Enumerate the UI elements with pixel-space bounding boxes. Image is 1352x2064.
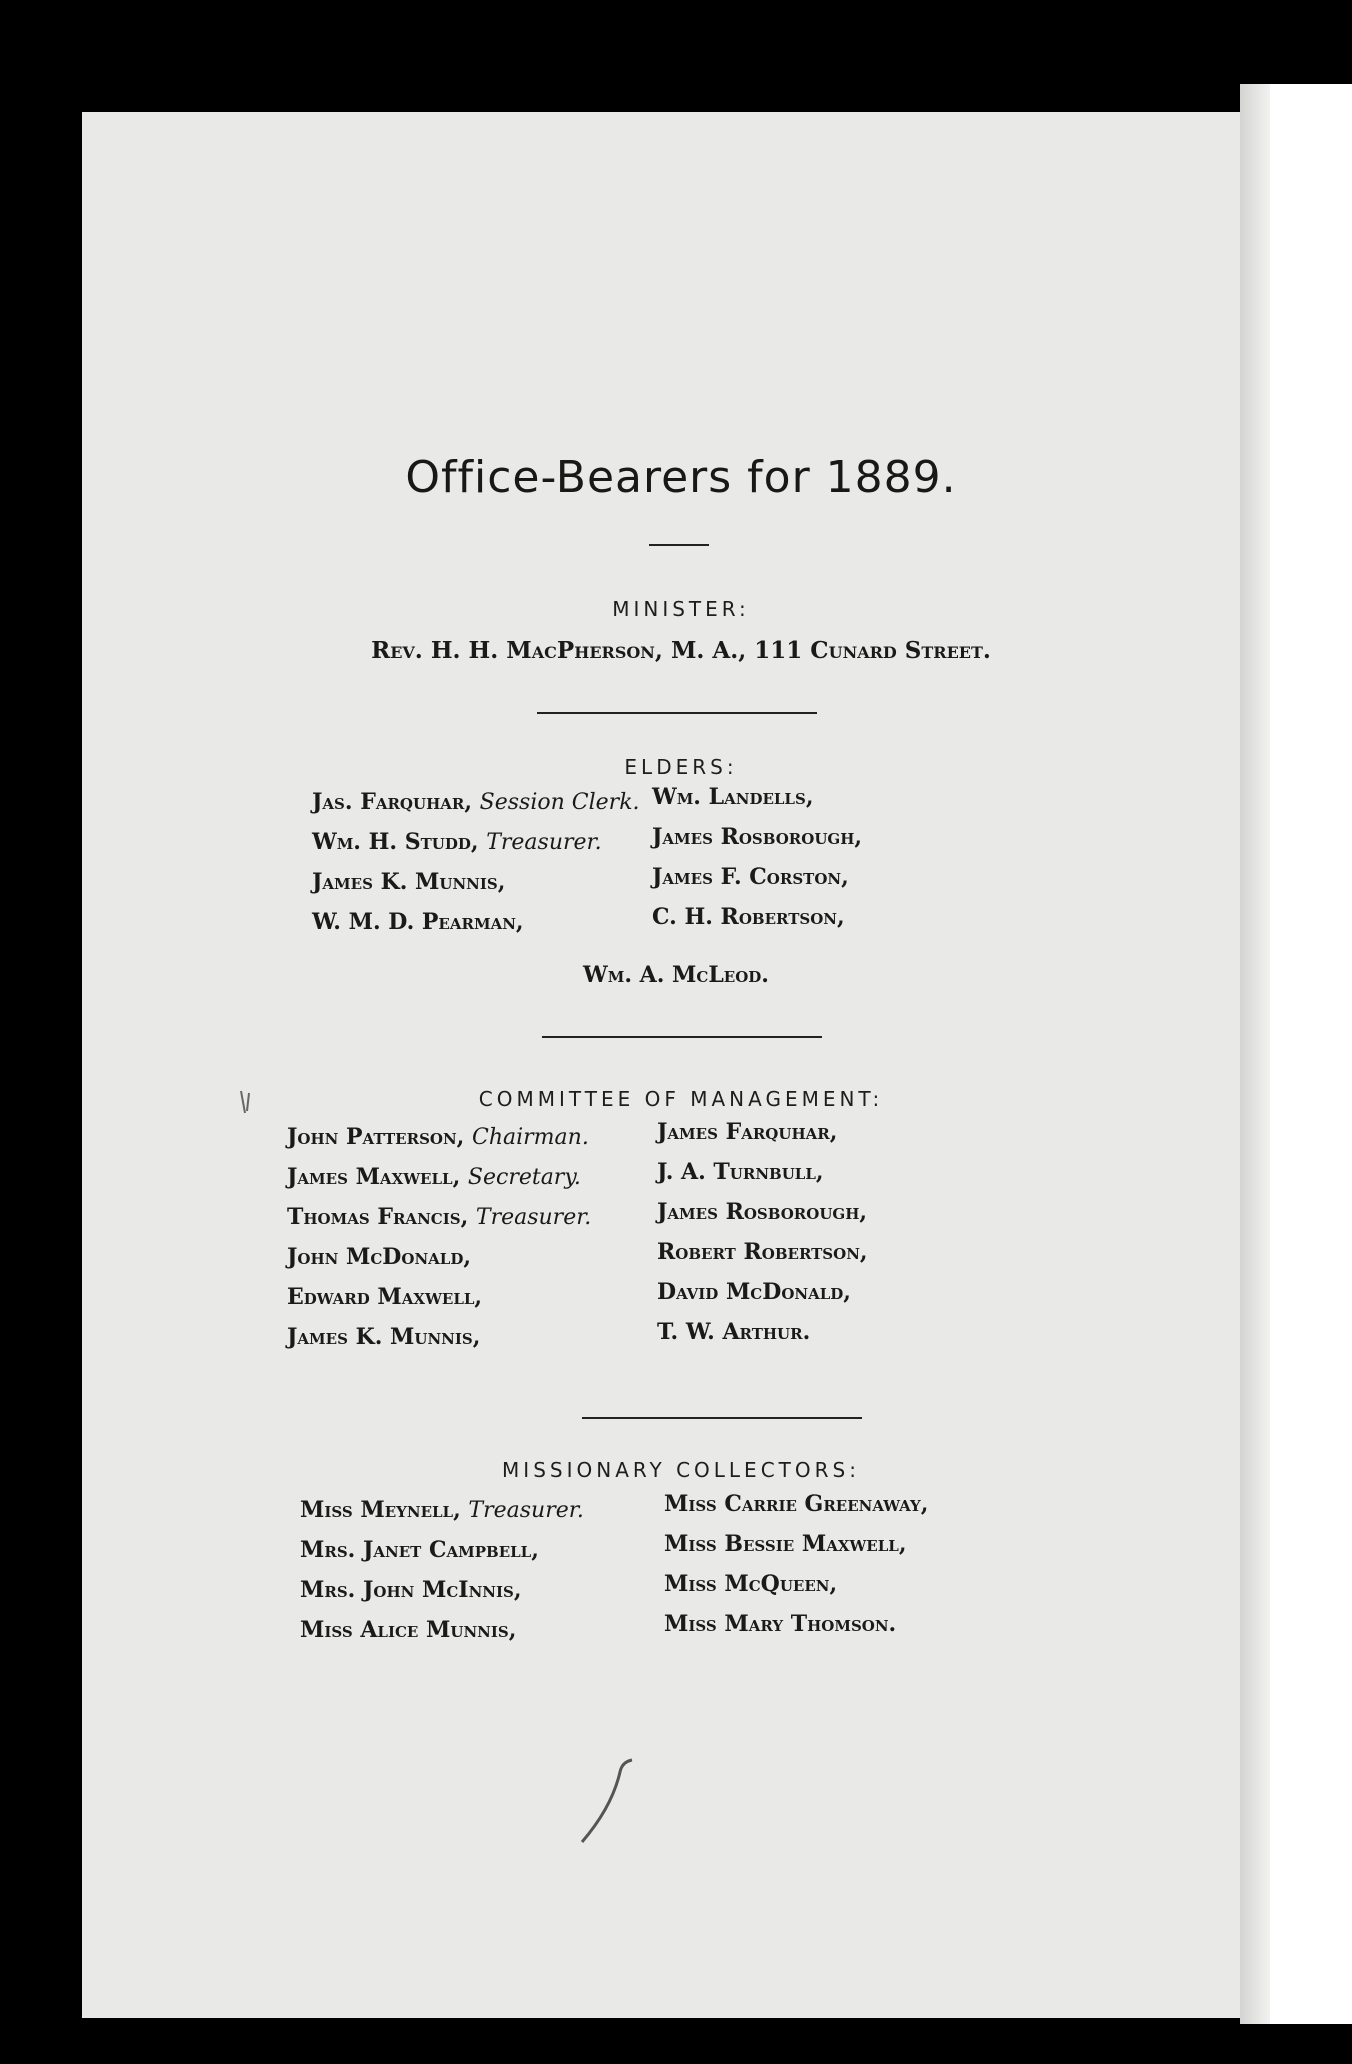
facing-page xyxy=(1270,84,1352,2024)
collectors-left-column xyxy=(300,1490,584,1650)
pen-stroke-mark xyxy=(572,1752,652,1852)
committee-entry: John Patterson, Chairman. xyxy=(287,1124,589,1150)
committee-entry: Robert Robertson, xyxy=(657,1239,868,1265)
elder-entry: James K. Munnis, xyxy=(312,869,506,895)
elders-left-column xyxy=(312,782,640,942)
committee-entry: Thomas Francis, Treasurer. xyxy=(287,1204,592,1230)
minister-rule xyxy=(537,712,817,714)
collector-entry: Miss Meynell, Treasurer. xyxy=(300,1497,584,1523)
minister-line: Rev. H. H. MacPherson, M. A., 111 Cunard Street. xyxy=(371,637,991,664)
collector-entry: Mrs. Janet Campbell, xyxy=(300,1537,539,1563)
page-title: Office-Bearers for 1889. xyxy=(405,452,957,503)
committee-entry: James Farquhar, xyxy=(657,1119,838,1145)
collector-entry: Miss McQueen, xyxy=(664,1571,838,1597)
collector-entry: Miss Mary Thomson. xyxy=(664,1611,897,1637)
elder-entry: Jas. Farquhar, Session Clerk. xyxy=(312,789,640,815)
minister-heading: MINISTER: xyxy=(612,597,750,621)
elder-entry: Wm. H. Studd, Treasurer. xyxy=(312,829,602,855)
committee-entry: David McDonald, xyxy=(657,1279,851,1305)
committee-entry: James Maxwell, Secretary. xyxy=(287,1164,581,1190)
elder-entry: James Rosborough, xyxy=(652,824,863,850)
committee-entry: J. A. Turnbull, xyxy=(657,1159,824,1185)
elder-entry-last: Wm. A. McLeod. xyxy=(583,962,769,988)
stray-mark xyxy=(237,1087,257,1117)
document-page xyxy=(82,112,1240,2018)
committee-entry: T. W. Arthur. xyxy=(657,1319,811,1345)
committee-entry: James Rosborough, xyxy=(657,1199,868,1225)
collector-entry: Miss Carrie Greenaway, xyxy=(664,1491,929,1517)
collector-entry: Mrs. John McInnis, xyxy=(300,1577,522,1603)
elders-heading: ELDERS: xyxy=(624,755,738,779)
elder-entry: C. H. Robertson, xyxy=(652,904,845,930)
committee-rule xyxy=(582,1417,862,1419)
committee-left-column xyxy=(287,1117,591,1357)
elders-right-column xyxy=(652,777,862,937)
collector-entry: Miss Alice Munnis, xyxy=(300,1617,517,1643)
committee-entry: John McDonald, xyxy=(287,1244,472,1270)
page-fold xyxy=(1240,84,1270,2024)
elder-entry: James F. Corston, xyxy=(652,864,849,890)
elder-entry: Wm. Landells, xyxy=(652,784,814,810)
elders-rule xyxy=(542,1036,822,1038)
committee-right-column xyxy=(657,1112,868,1352)
elder-entry: W. M. D. Pearman, xyxy=(312,909,524,935)
committee-entry: James K. Munnis, xyxy=(287,1324,481,1350)
collectors-right-column xyxy=(664,1484,928,1644)
committee-heading: COMMITTEE OF MANAGEMENT: xyxy=(478,1087,884,1111)
committee-entry: Edward Maxwell, xyxy=(287,1284,483,1310)
title-rule xyxy=(649,544,709,546)
collectors-heading: MISSIONARY COLLECTORS: xyxy=(502,1458,860,1482)
collector-entry: Miss Bessie Maxwell, xyxy=(664,1531,907,1557)
